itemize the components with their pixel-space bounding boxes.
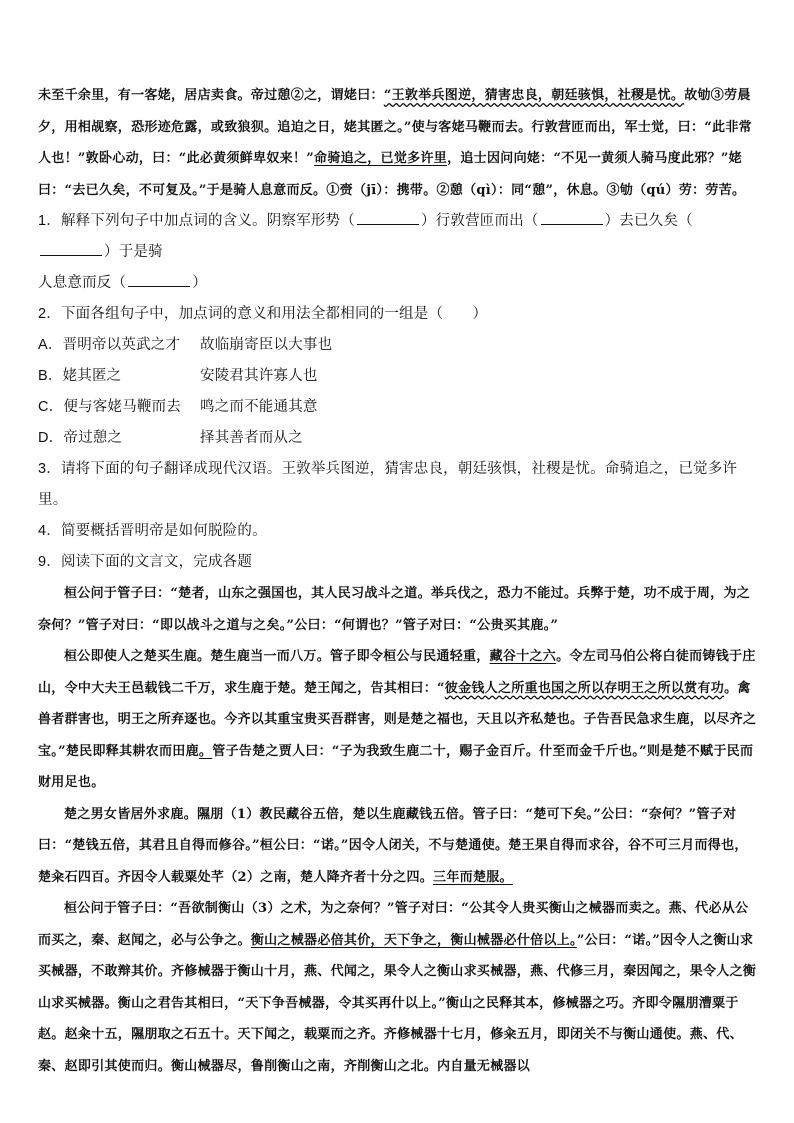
option-right: 鸣之而不能通其意 — [200, 399, 318, 415]
option-left: D．帝过憩之 — [38, 430, 123, 446]
option-b — [38, 361, 758, 392]
article-paragraph-1: 桓公问于管子曰：“楚者，山东之强国也，其人民习战斗之道。举兵伐之，恐力不能过。兵弊于楚，功不成于周，为之奈何？”管子对曰：“即以战斗之道与之矣。”公曰：“何谓也？”管子对曰：“公贵买其鹿。” — [38, 586, 751, 633]
underlined-text: 。 — [198, 743, 213, 759]
option-right: 故临崩寄臣以大事也 — [200, 337, 333, 353]
article-text: 。禽兽者群害也，明王之所弃逐也。今齐以其重宝贵买吾群害，则是楚之福也，天且以齐私楚也。子告吾民急求生鹿，以尽齐之宝。”楚民即释其耕农而田鹿 — [38, 680, 757, 759]
question-text: 1．解释下列句子中加点词的含义。阴察军形势（ — [38, 213, 355, 229]
article-paragraph-4 — [38, 893, 758, 1082]
underlined-text: 藏谷十之六 — [489, 649, 557, 664]
wavy-underlined-text: 彼金钱人之所重也国之所以存明王之所以赏有功 — [444, 680, 725, 696]
answer-blank[interactable] — [541, 210, 603, 225]
passage-text: 故劬③劳晨夕，用相觇察，恐形迹危露，或致狼狈。追迫之日，姥其匿之。”使与客姥马鞭而去。行敦营匝而出，军士觉，曰：“此非常人也！”敦卧心动，曰：“此必黄须鲜卑奴来！” — [38, 88, 752, 166]
passage-text: 未至千余里，有一客姥，居店卖食。帝过憩②之，谓姥曰： — [38, 88, 384, 103]
option-c — [38, 392, 758, 423]
option-right: 安陵君其许寡人也 — [200, 368, 318, 384]
question-text: ）去已久矣（ — [604, 213, 693, 229]
question-3: 3．请将下面的句子翻译成现代汉语。王敦举兵图逆，猜害忠良，朝廷骇惧，社稷是忧。命骑追之，已觉多许里。 — [38, 461, 738, 508]
passage-continuation — [38, 80, 758, 206]
answer-blank[interactable] — [128, 272, 190, 287]
option-left: A．晋明帝以英武之才 — [38, 337, 181, 353]
wavy-underlined-text: “王敦举兵图逆，猜害忠良，朝廷骇惧，社稷是忧。 — [383, 88, 685, 103]
underlined-text: 命骑追之，已觉多许里 — [314, 151, 448, 166]
answer-blank[interactable] — [40, 241, 102, 256]
question-text: ）行敦营匝而出（ — [420, 213, 539, 229]
answer-blank[interactable] — [357, 210, 419, 225]
question-1 — [38, 206, 758, 299]
option-a — [38, 330, 758, 361]
question-text: ） — [192, 275, 207, 291]
article-text: 管子告楚之贾人曰：“子为我致生鹿二十，赐子金百斤。什至而金千斤也。”则是楚不赋于民而财用足也。 — [38, 743, 754, 790]
question-9: 9．阅读下面的文言文，完成各题 — [38, 554, 253, 570]
underlined-text: 衡山之械器必倍其价，天下争之，衡山械器必什倍以上。 — [250, 932, 577, 948]
option-left: B．姥其匿之 — [38, 368, 122, 384]
question-2: 2．下面各组句子中，加点词的意义和用法全都相同的一组是（ ） — [38, 306, 488, 322]
article-text: 桓公即使人之楚买生鹿。楚生鹿当一而八万。管子即令桓公与民通轻重， — [64, 649, 490, 664]
passage-text: ，追士因问向姥：“不见一黄须人骑马度此邪？”姥曰：“去已久矣，不可复及。”于是骑人息意而反。①赍（jī）：携带。②憩（qì）：同“憩”，休息。③劬（qú）劳：劳苦。 — [38, 151, 746, 198]
article-text: ”公曰：“诺。”因令人之衡山求买械器，不敢辩其价。齐修械器于衡山十月，燕、代闻之，果令人之衡山求买械器，燕、代修三月，秦因闻之，果令人之衡山求买械器。衡山之君告其相曰，“天下争吾械器，令其买再什以上。”衡山之民释其本，修械器之巧。齐即令隰朋漕粟于赵。赵籴十五，隰朋取之石五十。天下闻之，载粟而之齐。齐修械器十七月，修籴五月，即闭关不与衡山通使。燕、代、秦、赵即引其使而归。衡山械器尽，鲁削衡山之南，齐削衡山之北。内自量无械器以 — [38, 932, 757, 1074]
question-text: ）于是骑 — [104, 244, 163, 260]
article-paragraph-2 — [38, 641, 758, 799]
option-left: C．便与客姥马鞭而去 — [38, 399, 181, 415]
article-paragraph-3 — [38, 799, 758, 894]
article-text: 。令左司马伯公将白徒而铸钱于庄山，令中大夫王邑载钱二千万，求生鹿于楚。楚王闻之，告其相曰：“ — [38, 649, 756, 696]
article-text: 桓公问于管子曰：“吾欲制衡山（3）之术，为之奈何？”管子对曰：“公其令人贵买衡山之械器而卖之。燕、代必从公而买之，秦、赵闻之，必与公争之。 — [38, 901, 749, 948]
option-d — [38, 423, 758, 454]
article-text: 楚之男女皆居外求鹿。隰朋（1）教民藏谷五倍，楚以生鹿藏钱五倍。管子曰：“楚可下矣。”公曰：“奈何？”管子对曰：“楚钱五倍，其君且自得而修谷。”桓公曰：“诺。”因令人闭关，不与楚通使。楚王果自得而求谷，谷不可三月而得也，楚籴石四百。齐因令人载粟处芊（2）之南，楚人降齐者十分之四。 — [38, 806, 748, 885]
question-text: 人息意而反（ — [38, 275, 127, 291]
underlined-text: 三年而楚服。 — [433, 869, 513, 885]
question-4: 4．简要概括晋明帝是如何脱险的。 — [38, 523, 267, 539]
option-right: 择其善者而从之 — [200, 430, 303, 446]
